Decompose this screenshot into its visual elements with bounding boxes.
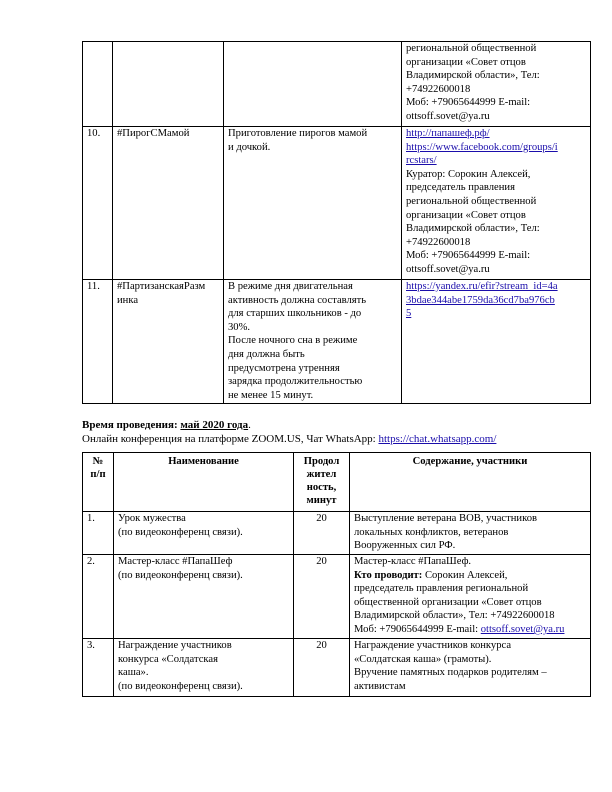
cell-desc [224, 127, 402, 280]
schedule-table [82, 452, 591, 697]
desc-line: В режиме дня двигательная [228, 281, 353, 292]
header-num-line: № [92, 456, 104, 467]
desc-line: дня должна быть [228, 348, 305, 360]
cell-duration: 20 [294, 639, 350, 697]
header-duration-line: Продол [303, 456, 340, 467]
content-line: Выступление ветерана ВОВ, участников [354, 513, 537, 524]
details-line: организации «Совет отцов [406, 209, 526, 221]
details-line: +74922600018 [406, 236, 471, 248]
name-line: (по видеоконференц связи). [118, 526, 243, 538]
email-link[interactable]: ottsoff.sovet@ya.ru [480, 623, 565, 635]
desc-line: не менее 15 минут. [228, 389, 314, 401]
cell-details [402, 280, 591, 404]
cell-duration: 20 [294, 555, 350, 639]
who-value: Сорокин Алексей, [422, 569, 508, 581]
details-line: ottsoff.sovet@ya.ru [406, 263, 490, 275]
header-num [83, 453, 114, 512]
details-line: Моб: +79065644999 E-mail: [406, 250, 531, 262]
cell-name: #ПирогСМамой [113, 127, 224, 280]
desc-line: активность должна составлять [228, 294, 367, 306]
cell-num [83, 42, 113, 127]
name-line: #ПартизанскаяРазм [117, 281, 206, 292]
facebook-link[interactable]: https://www.facebook.com/groups/i [406, 141, 558, 153]
table-header-row [83, 453, 591, 512]
cell-num: 10. [83, 127, 113, 280]
events-table-continued [82, 41, 591, 404]
table-row [83, 42, 591, 127]
cell-name [114, 639, 294, 697]
name-line: конкурса «Солдатская [118, 653, 218, 665]
yandex-stream-link[interactable]: https://yandex.ru/efir?stream_id=4a [406, 281, 558, 292]
content-line: активистам [354, 680, 406, 692]
details-line: Куратор: Сорокин Алексей, [406, 168, 531, 180]
name-line: (по видеоконференц связи). [118, 680, 243, 692]
yandex-stream-link-end[interactable]: 5 [406, 308, 412, 320]
cell-content [350, 639, 591, 697]
details-line: региональной общественной [406, 195, 537, 207]
name-line: Урок мужества [118, 513, 186, 524]
online-line [82, 432, 496, 446]
content-line: локальных конфликтов, ветеранов [354, 526, 509, 538]
cell-num: 11. [83, 280, 113, 404]
name-line: (по видеоконференц связи). [118, 569, 243, 581]
desc-line: предусмотрена утренняя [228, 362, 340, 374]
name-line: Мастер-класс #ПапаШеф [118, 556, 233, 567]
cell-num: 1. [83, 512, 114, 555]
time-end: . [248, 419, 251, 431]
desc-line: 30%. [228, 321, 251, 333]
details-line: региональной общественной [406, 43, 537, 54]
online-text: Онлайн конференция на платформе ZOOM.US, Чат WhatsApp: [82, 433, 379, 445]
time-label: Время проведения: [82, 419, 178, 431]
cell-name [114, 555, 294, 639]
details-line: Владимирской области», Тел: [406, 70, 540, 82]
content-line: Владимирской области», Тел: +74922600018 [354, 610, 555, 622]
header-content: Содержание, участники [350, 453, 591, 512]
facebook-link-cont[interactable]: rcstars/ [406, 155, 437, 167]
who-label: Кто проводит: [354, 569, 423, 581]
cell-desc [224, 42, 402, 127]
yandex-stream-link-cont[interactable]: 3bdae344abe1759da36cd7ba976cb [406, 294, 555, 306]
table-row [83, 280, 591, 404]
content-line: Награждение участников конкурса [354, 640, 512, 651]
cell-desc [224, 280, 402, 404]
cell-name [113, 280, 224, 404]
cell-name [114, 512, 294, 555]
desc-line: После ночного сна в режиме [228, 335, 358, 347]
details-line: ottsoff.sovet@ya.ru [406, 110, 490, 122]
whatsapp-link[interactable]: https://chat.whatsapp.com/ [378, 433, 497, 445]
desc-line: для старших школьников - до [228, 308, 362, 320]
content-line: Вооруженных сил РФ. [354, 540, 456, 552]
desc-line: и дочкой. [228, 141, 271, 153]
cell-details [402, 42, 591, 127]
time-value: май 2020 года [180, 419, 249, 431]
header-duration-line: жител [306, 469, 337, 480]
table-row [83, 127, 591, 280]
header-name: Наименование [114, 453, 294, 512]
cell-content [350, 512, 591, 555]
name-line: инка [117, 294, 139, 306]
details-line: Владимирской области», Тел: [406, 223, 540, 235]
desc-line: зарядка продолжительностью [228, 376, 363, 388]
time-line [82, 418, 251, 432]
cell-num: 3. [83, 639, 114, 697]
name-line: каша». [118, 667, 149, 679]
details-line: организации «Совет отцов [406, 56, 526, 68]
cell-content [350, 555, 591, 639]
content-line: «Солдатская каша» (грамоты). [354, 653, 492, 665]
content-line: общественной организации «Совет отцов [354, 596, 542, 608]
cell-num: 2. [83, 555, 114, 639]
content-line: Мастер-класс #ПапаШеф. [354, 556, 472, 567]
header-num-line: п/п [90, 469, 106, 480]
details-line: председатель правления [406, 182, 515, 194]
table-row [83, 555, 591, 639]
mob-line [354, 623, 586, 637]
table-row [83, 512, 591, 555]
header-duration-line: ность, [306, 482, 337, 493]
papashef-link[interactable]: http://папашеф.рф/ [406, 128, 490, 139]
cell-details [402, 127, 591, 280]
who-line [354, 569, 586, 583]
details-line: Моб: +79065644999 E-mail: [406, 97, 531, 109]
table-row [83, 639, 591, 697]
name-line: Награждение участников [118, 640, 232, 651]
header-duration-line: минут [306, 495, 337, 506]
cell-duration: 20 [294, 512, 350, 555]
details-line: +74922600018 [406, 83, 471, 95]
mob-text: Моб: +79065644999 E-mail: [354, 623, 481, 635]
content-line: Вручение памятных подарков родителям – [354, 667, 547, 679]
cell-name [113, 42, 224, 127]
header-duration [294, 453, 350, 512]
desc-line: Приготовление пирогов мамой [228, 128, 368, 139]
content-line: председатель правления региональной [354, 583, 529, 595]
